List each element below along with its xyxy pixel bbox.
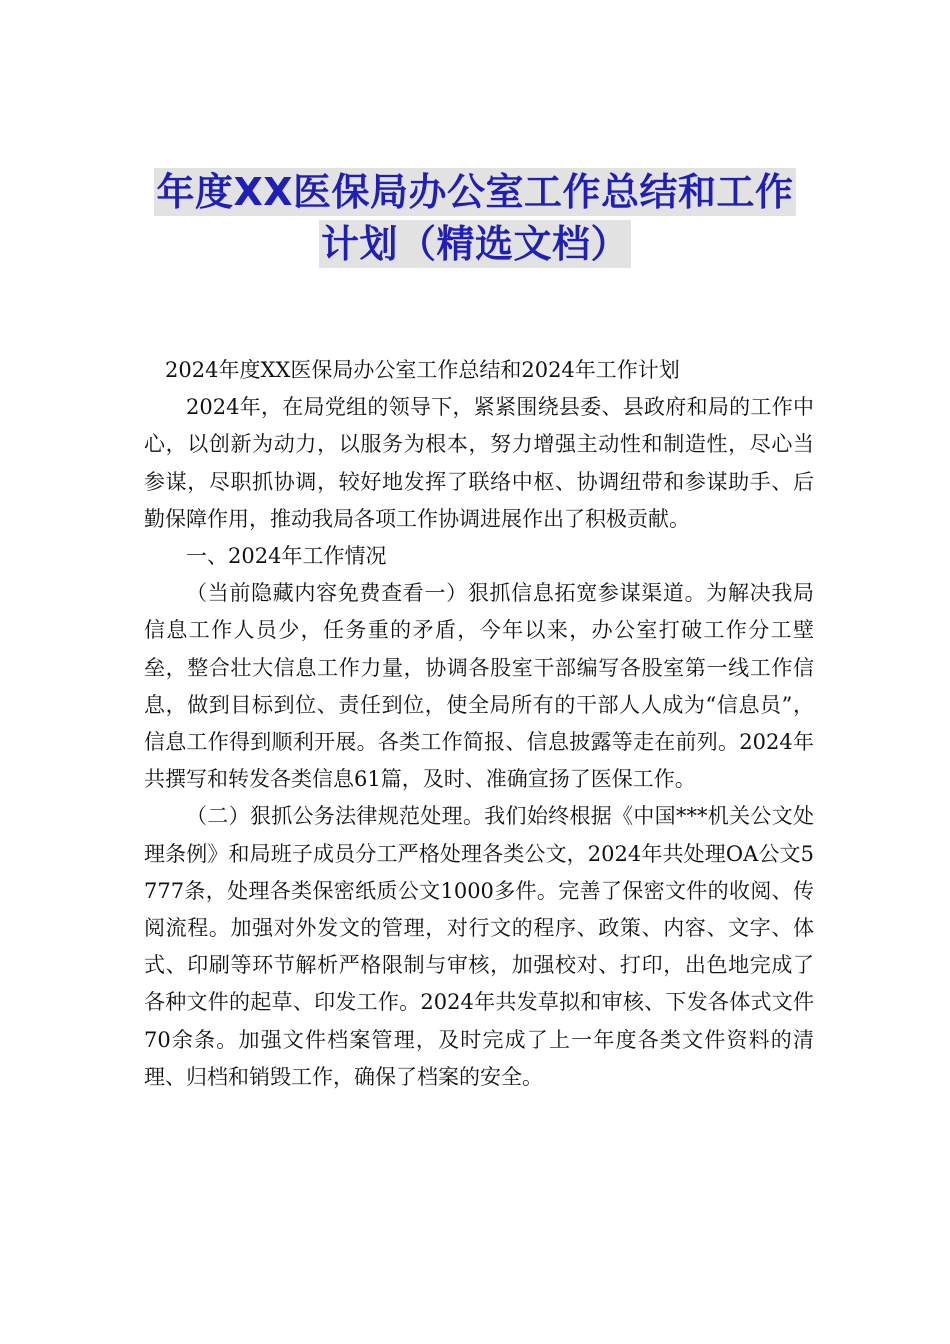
document-body bbox=[144, 352, 814, 1096]
document-subtitle: 2024年度XX医保局办公室工作总结和2024年工作计划 bbox=[165, 358, 680, 382]
body-paragraph: （当前隐藏内容免费查看一）狠抓信息拓宽参谋渠道。为解决我局信息工作人员少，任务重的矛盾，今年以来，办公室打破工作分工壁垒，整合壮大信息工作力量，协调各股室干部编写各股室第一线工作信息，做到目标到位、责任到位，使全局所有的干部人人成为“信息员”，信息工作得到顺利开展。各类工作简报、信息披露等走在前列。2024年共撰写和转发各类信息61篇，及时、准确宣扬了医保工作。 bbox=[144, 581, 814, 792]
intro-paragraph: 2024年，在局党组的领导下，紧紧围绕县委、县政府和局的工作中心，以创新为动力，以服务为根本，努力增强主动性和制造性，尽心当参谋，尽职抓协调，较好地发挥了联络中枢、协调纽带和参谋助手、后勤保障作用，推动我局各项工作协调进展作出了积极贡献。 bbox=[144, 395, 814, 531]
title-line-2: 计划（精选文档） bbox=[320, 222, 629, 266]
title-line-1: 年度XX医保局办公室工作总结和工作 bbox=[156, 170, 794, 214]
document-title bbox=[0, 168, 950, 268]
body-paragraph: （二）狠抓公务法律规范处理。我们始终根据《中国***机关公文处理条例》和局班子成员分工严格处理各类公文，2024年共处理OA公文5777条，处理各类保密纸质公文1000多件。完善了保密文件的收阅、传阅流程。加强对外发文的管理，对行文的程序、政策、内容、文字、体式、印刷等环节解析严格限制与审核，加强校对、打印，出色地完成了各种文件的起草、印发工作。2024年共发草拟和审核、下发各体式文件70余条。加强文件档案管理，及时完成了上一年度各类文件资料的清理、归档和销毁工作，确保了档案的安全。 bbox=[144, 804, 814, 1089]
section-heading: 一、2024年工作情况 bbox=[186, 544, 387, 569]
